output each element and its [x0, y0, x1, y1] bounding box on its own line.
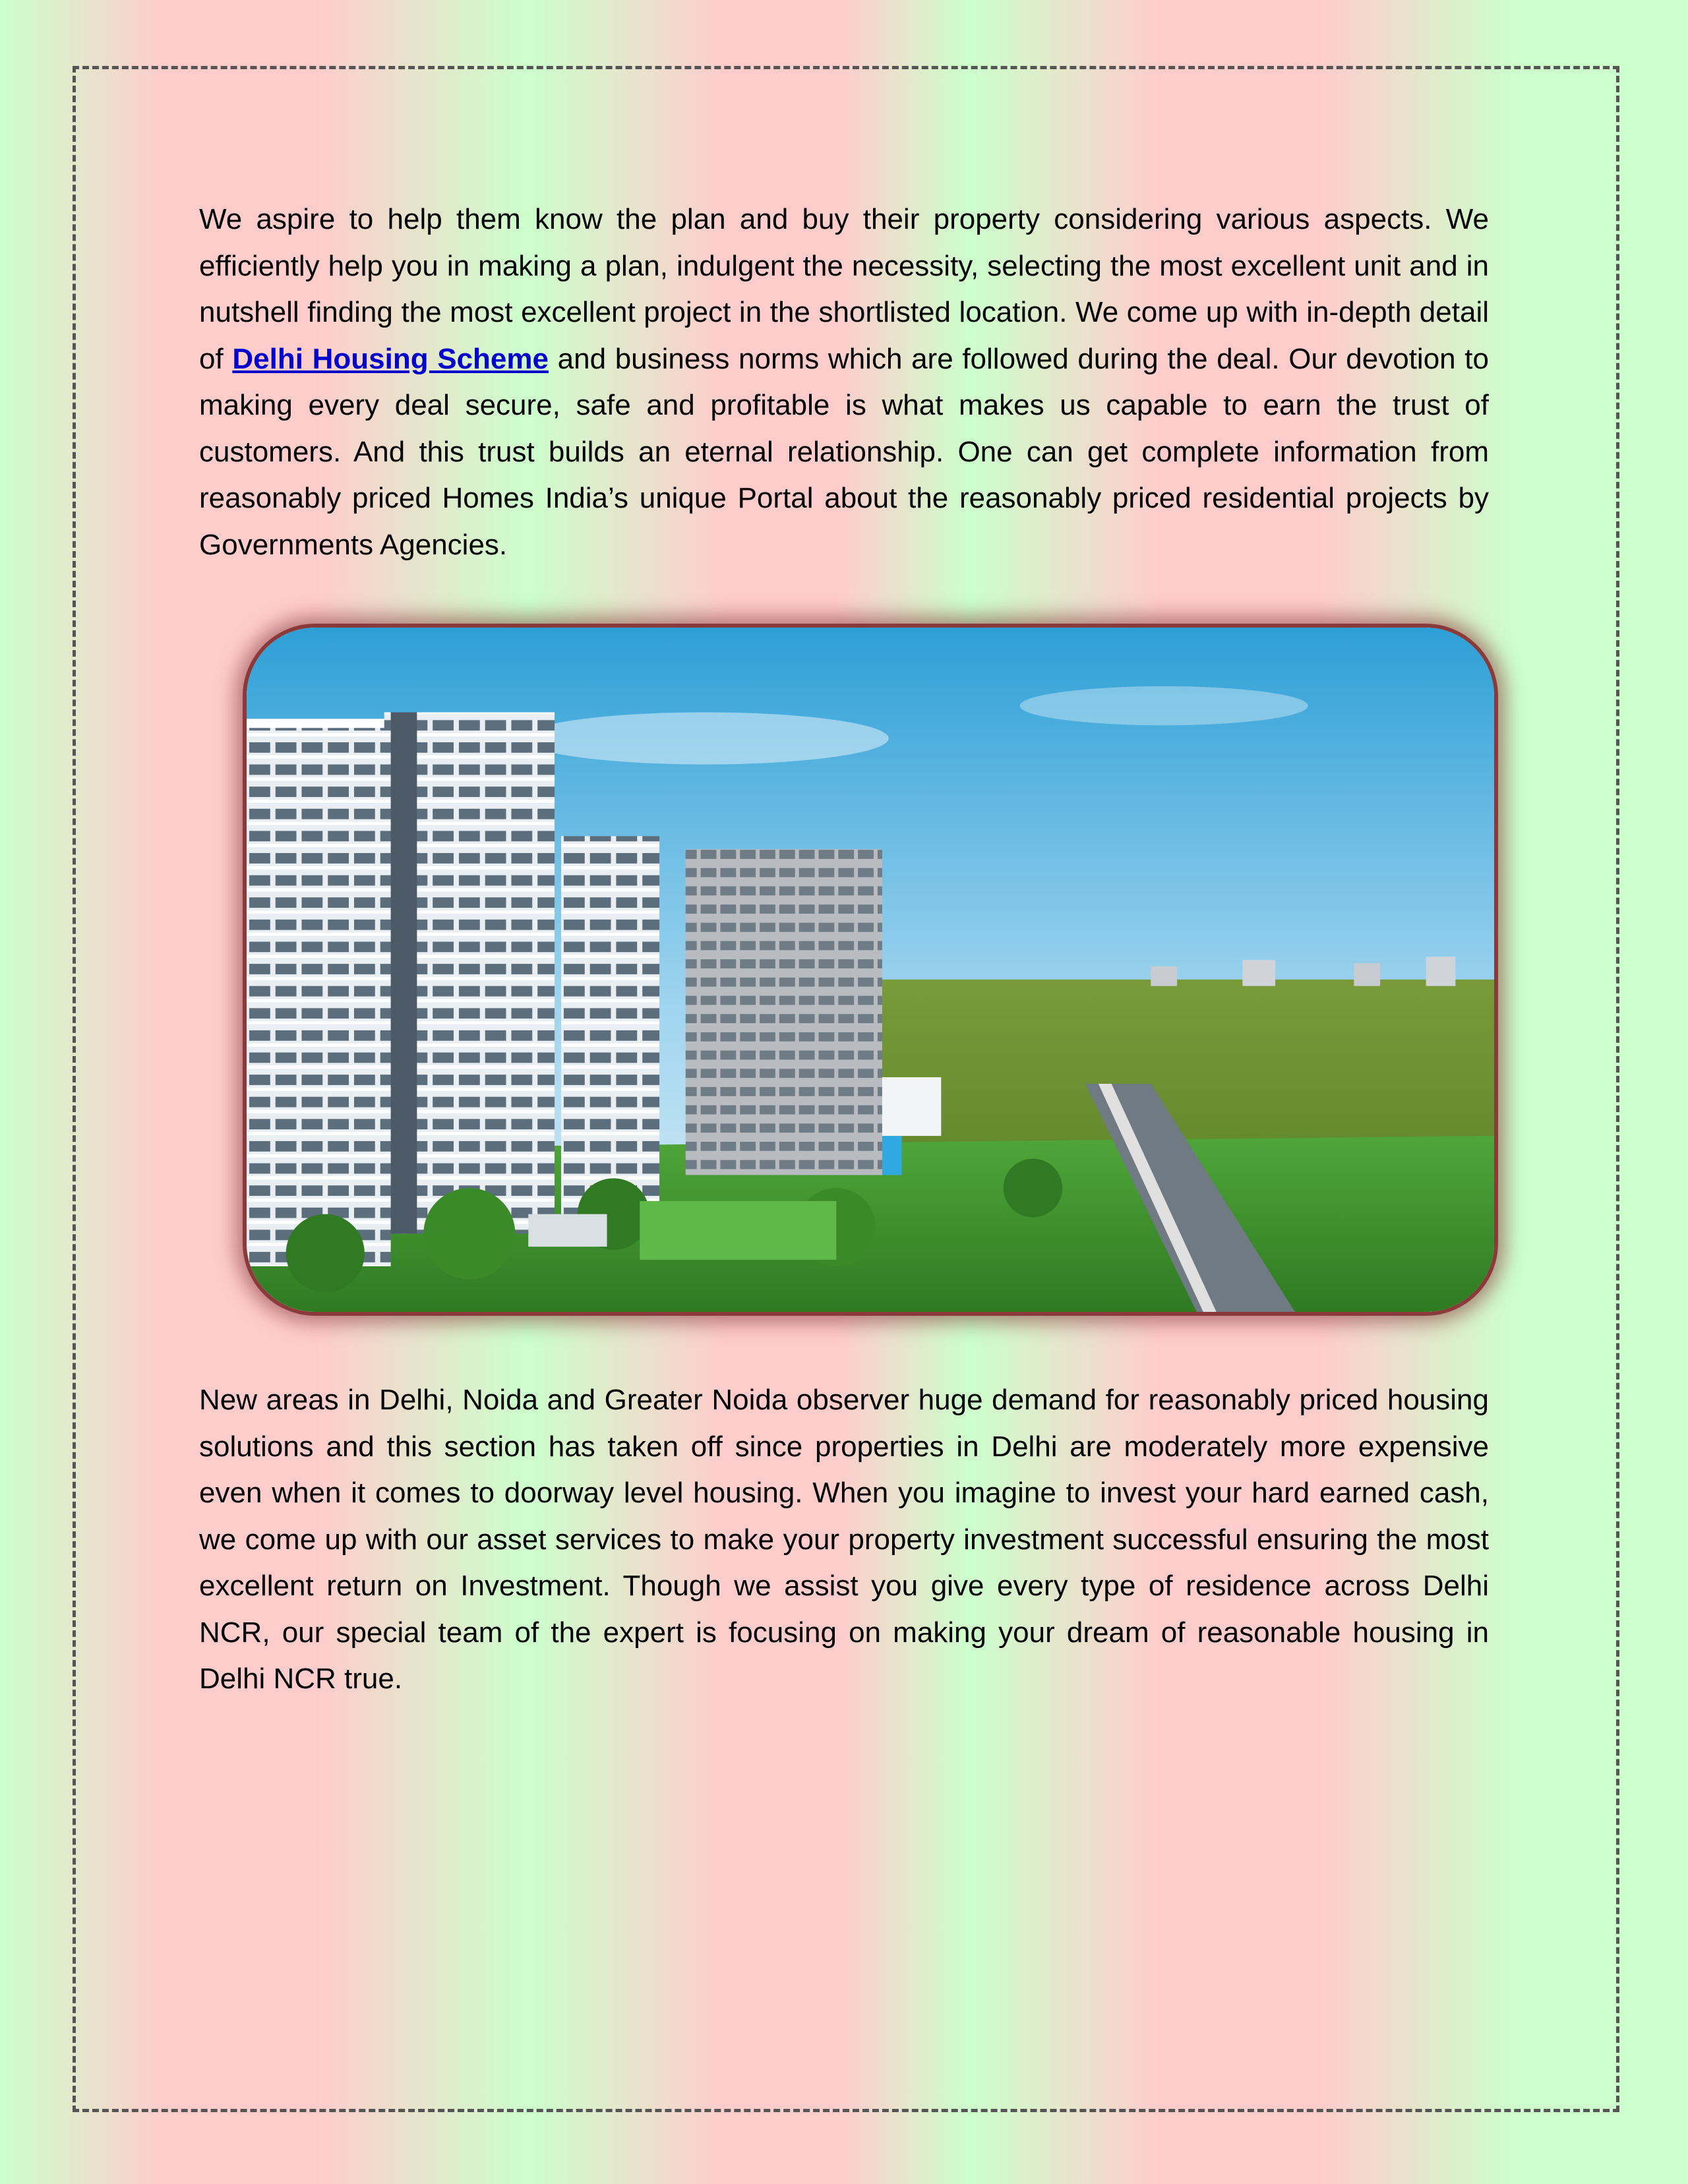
intro-paragraph — [199, 196, 1489, 568]
intro-text-after-link: and business norms which are followed during the deal. Our devotion to making every deal secure, safe and profitable is what makes us capable to earn the trust of customers. And this trust builds an eternal relationship. One can get complete information from reasonably priced Homes India’s unique Portal about the reasonably priced residential projects by Governments Agencies. — [199, 342, 1489, 561]
housing-project-image — [243, 624, 1498, 1316]
body-paragraph-text: New areas in Delhi, Noida and Greater Noida observer huge demand for reasonably priced housing solutions and this section has taken off since properties in Delhi are moderately more expensive even when it comes to doorway level housing. When you imagine to invest your hard earned cash, we come up with our asset services to make your property investment successful ensuring the most excellent return on Investment. Though we assist you give every type of residence across Delhi NCR, our special team of the expert is focusing on making your dream of reasonable housing in Delhi NCR true. — [199, 1384, 1489, 1695]
intro-text-before-link: We aspire to help them know the plan and buy their property considering various aspects. We efficiently help you in making a plan, indulgent the necessity, selecting the most excellent unit and in nutshell finding the most excellent project in the shortlisted location. We come up with in-depth detail of — [199, 203, 1489, 375]
body-paragraph — [199, 1377, 1489, 1703]
delhi-housing-scheme-link[interactable]: Delhi Housing Scheme — [232, 342, 549, 375]
